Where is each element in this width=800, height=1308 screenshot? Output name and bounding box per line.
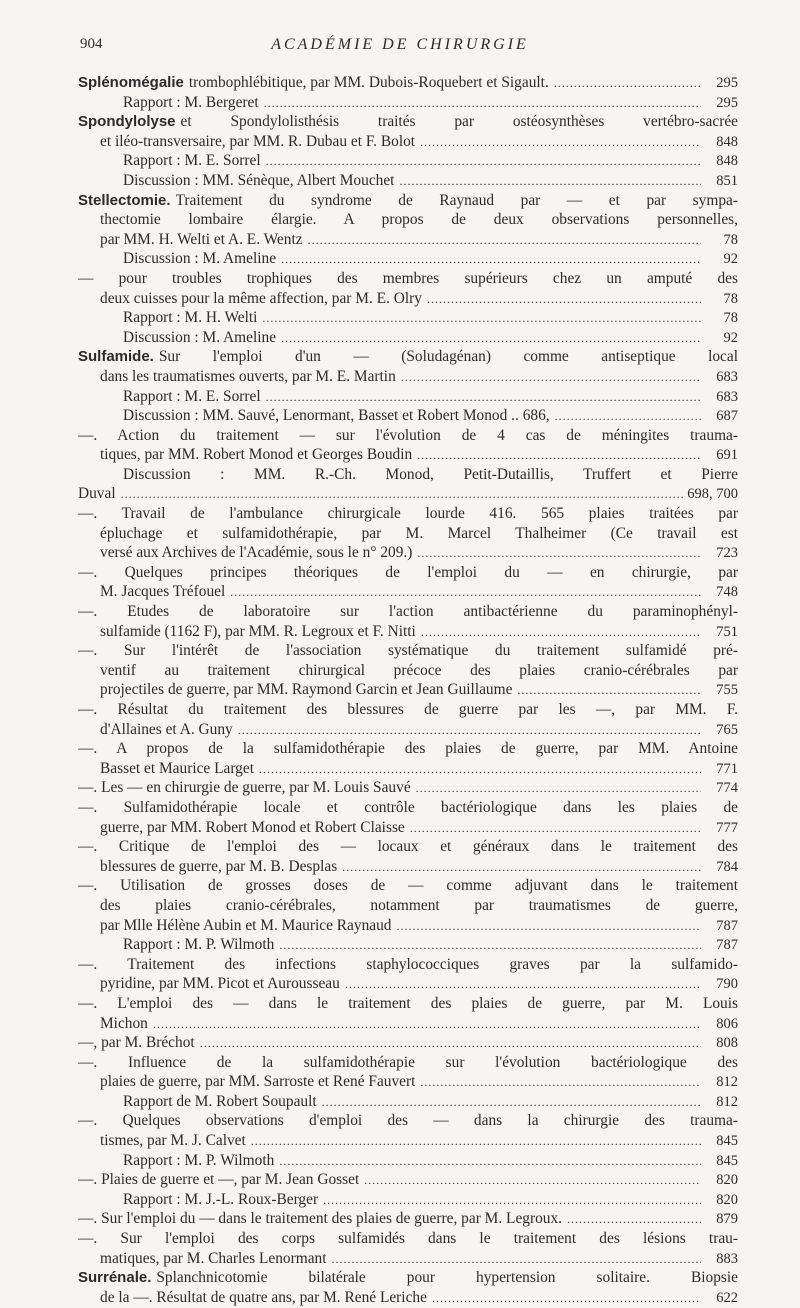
- index-line: [78, 230, 738, 250]
- index-line: [78, 191, 738, 211]
- index-line: [78, 700, 738, 720]
- index-text: M. Jacques Tréfouel: [100, 583, 226, 601]
- index-text: par Mlle Hélène Aubin et M. Maurice Raynaud: [100, 916, 392, 934]
- index-line: [78, 1131, 738, 1151]
- index-text: —. Action du traitement — sur l'évolution de 4 cas de méningites trauma-: [78, 426, 738, 444]
- index-text: Duval: [78, 485, 116, 503]
- index-line: [78, 367, 738, 387]
- index-text: Basset et Maurice Larget: [100, 759, 254, 777]
- index-line: [78, 582, 738, 602]
- index-keyword: Sulfamide.: [78, 348, 154, 366]
- index-line: [78, 759, 738, 779]
- index-text: —. Travail de l'ambulance chirurgicale lourde 416. 565 plaies traitées par: [78, 505, 738, 523]
- index-line: [78, 955, 738, 975]
- page-reference: 698, 700: [687, 486, 738, 503]
- index-line: [78, 896, 738, 916]
- index-text: des plaies cranio-cérébrales, notamment par traumatismes de guerre,: [100, 896, 738, 914]
- dot-leader: [567, 1209, 701, 1230]
- index-text: épluchage et sulfamidothérapie, par M. Marcel Thalheimer (Ce travail est: [100, 524, 738, 542]
- index-text: par MM. H. Welti et A. E. Wentz: [100, 230, 303, 248]
- index-text: guerre, par MM. Robert Monod et Robert Claisse: [100, 818, 405, 836]
- page-reference: 78: [723, 290, 738, 307]
- index-line: [78, 1190, 738, 1210]
- index-text: — pour troubles trophiques des membres supérieurs chez un amputé des: [78, 269, 738, 287]
- index-text: Discussion : M. Ameline: [123, 250, 277, 268]
- dot-leader: [262, 308, 701, 329]
- page-reference: 812: [716, 1074, 738, 1091]
- index-text: pyridine, par MM. Picot et Aurousseau: [100, 975, 340, 993]
- index-text: —, par M. Bréchot: [78, 1034, 195, 1052]
- page-reference: 787: [716, 937, 738, 954]
- index-line: [78, 739, 738, 759]
- index-keyword: Splénomégalie: [78, 74, 184, 91]
- index-line: [78, 1249, 738, 1269]
- index-line: [78, 916, 738, 936]
- index-line: [78, 1170, 738, 1190]
- index-text: —. Critique de l'emploi des — locaux et généraux dans le traitement des: [78, 838, 738, 856]
- index-line: [78, 406, 738, 426]
- index-text: —. Les — en chirurgie de guerre, par M. Louis Sauvé: [78, 779, 411, 797]
- page-reference: 790: [716, 976, 738, 993]
- dot-leader: [266, 387, 701, 408]
- index-text: —. Sulfamidothérapie locale et contrôle bactériologique dans les plaies de: [78, 798, 738, 816]
- index-text: Rapport : M. H. Welti: [123, 309, 258, 327]
- index-line: [78, 465, 738, 485]
- index-line: [78, 1072, 738, 1092]
- dot-leader: [342, 857, 701, 878]
- page-reference: 851: [716, 172, 738, 189]
- index-text: Discussion : MM. Sénèque, Albert Mouchet: [123, 171, 395, 189]
- index-line: [78, 1151, 738, 1171]
- index-text: —. Sur l'emploi des corps sulfamidés dans le traitement des lésions trau-: [78, 1230, 738, 1248]
- page-reference: 723: [716, 545, 738, 562]
- index-text: ventif au traitement chirurgical précoce des plaies cranio-cérébrales par: [100, 661, 738, 679]
- dot-leader: [401, 367, 701, 388]
- index-line: [78, 112, 738, 132]
- dot-leader: [345, 974, 701, 995]
- page-reference: 622: [716, 1289, 738, 1306]
- dot-leader: [264, 93, 701, 114]
- index-line: [78, 269, 738, 289]
- page-number: 904: [80, 36, 103, 52]
- index-line: [78, 151, 738, 171]
- index-text: sulfamide (1162 F), par MM. R. Legroux et F. Nitti: [100, 622, 416, 640]
- dot-leader: [396, 916, 701, 937]
- index-line: [78, 445, 738, 465]
- index-text: projectiles de guerre, par MM. Raymond Garcin et Jean Guillaume: [100, 681, 513, 699]
- index-line: [78, 798, 738, 818]
- index-text: blessures de guerre, par M. B. Desplas: [100, 857, 338, 875]
- index-text: tiques, par MM. Robert Monod et Georges Boudin: [100, 446, 413, 464]
- index-keyword: Stellectomie.: [78, 191, 171, 209]
- index-line: [78, 935, 738, 955]
- index-line: [78, 974, 738, 994]
- dot-leader: [259, 759, 701, 780]
- page-reference: 755: [716, 682, 738, 699]
- page-reference: 774: [716, 780, 738, 797]
- index-text: —. Sur l'emploi du — dans le traitement des plaies de guerre, par M. Legroux.: [78, 1210, 563, 1228]
- dot-leader: [420, 132, 701, 153]
- index-text: dans les traumatismes ouverts, par M. E. Martin: [100, 367, 396, 385]
- dot-leader: [308, 230, 701, 251]
- dot-leader: [322, 1092, 701, 1113]
- index-text: Splanchnicotomie bilatérale pour hypertension solitaire. Biopsie: [156, 1269, 738, 1287]
- index-text: —. Résultat du traitement des blessures de guerre par les —, par MM. F.: [78, 701, 738, 718]
- page-reference: 691: [716, 447, 738, 464]
- index-text: —. A propos de la sulfamidothérapie des plaies de guerre, par MM. Antoine: [78, 740, 738, 758]
- page-reference: 879: [716, 1211, 738, 1228]
- dot-leader: [364, 1170, 701, 1191]
- index-text: —. Quelques observations d'emploi des — dans la chirurgie des trauma-: [78, 1112, 738, 1130]
- page-reference: 787: [716, 917, 738, 934]
- index-line: [78, 994, 738, 1014]
- page-reference: 848: [716, 153, 738, 170]
- index-line: [78, 132, 738, 152]
- dot-leader: [200, 1033, 701, 1054]
- page-reference: 92: [723, 329, 738, 346]
- index-text: plaies de guerre, par MM. Sarroste et René Fauvert: [100, 1073, 416, 1091]
- index-line: [78, 1053, 738, 1073]
- index-line: [78, 1229, 738, 1249]
- index-line: [78, 680, 738, 700]
- index-text: thectomie lombaire élargie. A propos de deux observations personnelles,: [100, 211, 738, 229]
- index-line: [78, 778, 738, 798]
- index-line: [78, 249, 738, 269]
- dot-leader: [281, 328, 701, 349]
- index-text: et iléo-transversaire, par MM. R. Dubau et F. Bolot: [100, 132, 416, 150]
- page-reference: 78: [723, 310, 738, 327]
- index-line: [78, 857, 738, 877]
- page-reference: 784: [716, 858, 738, 875]
- dot-leader: [332, 1249, 701, 1270]
- index-text: Rapport : M. Bergeret: [123, 93, 259, 111]
- dot-leader: [238, 720, 701, 741]
- dot-leader: [517, 680, 701, 701]
- dot-leader: [323, 1190, 701, 1211]
- index-text: et Spondylolisthésis traités par ostéosynthèses vertébro-sacrée: [180, 113, 738, 131]
- index-line: [78, 622, 738, 642]
- dot-leader: [251, 1131, 701, 1152]
- index-text: trombophlébitique, par MM. Dubois-Roquebert et Sigault.: [188, 74, 549, 91]
- dot-leader: [121, 484, 685, 505]
- index-text: —. Quelques principes théoriques de l'emploi du — en chirurgie, par: [78, 563, 738, 581]
- index-line: [78, 818, 738, 838]
- index-text: Sur l'emploi d'un — (Soludagénan) comme antiseptique local: [158, 348, 738, 366]
- index-text: d'Allaines et A. Guny: [100, 720, 233, 738]
- index-line: [78, 1033, 738, 1053]
- page-reference: 295: [716, 75, 738, 91]
- page-reference: 748: [716, 584, 738, 601]
- index-line: [78, 426, 738, 446]
- index-keyword: Surrénale.: [78, 1269, 152, 1287]
- index-line: [78, 171, 738, 191]
- page-reference: 845: [716, 1133, 738, 1150]
- index-text: Traitement du syndrome de Raynaud par — et par sympa-: [175, 191, 738, 209]
- dot-leader: [554, 73, 701, 94]
- index-line: [78, 210, 738, 230]
- index-line: [78, 308, 738, 328]
- index-text: —. Utilisation de grosses doses de — comme adjuvant dans le traitement: [78, 877, 738, 895]
- page-reference: 683: [716, 388, 738, 405]
- page-reference: 883: [716, 1250, 738, 1267]
- dot-leader: [410, 818, 701, 839]
- dot-leader: [555, 406, 701, 427]
- index-keyword: Spondylolyse: [78, 113, 176, 131]
- index-text: Rapport : M. P. Wilmoth: [123, 1151, 275, 1169]
- dot-leader: [421, 622, 701, 643]
- index-text: matiques, par M. Charles Lenormant: [100, 1249, 327, 1267]
- index-text: —. Plaies de guerre et —, par M. Jean Gosset: [78, 1171, 360, 1189]
- dot-leader: [230, 582, 701, 603]
- page-reference: 78: [723, 231, 738, 248]
- index-line: [78, 876, 738, 896]
- page-reference: 765: [716, 721, 738, 738]
- index-text: Michon: [100, 1014, 148, 1032]
- page-reference: 771: [716, 760, 738, 777]
- index-text: Rapport de M. Robert Soupault: [123, 1092, 317, 1110]
- index-line: [78, 328, 738, 348]
- index-text: —. L'emploi des — dans le traitement des plaies de guerre, par M. Louis: [78, 994, 738, 1012]
- index-line: [78, 661, 738, 681]
- index-text: Discussion : MM. Sauvé, Lenormant, Basset et Robert Monod .. 686,: [123, 407, 550, 425]
- index-text: tismes, par M. J. Calvet: [100, 1132, 246, 1150]
- index-text: Rapport : M. P. Wilmoth: [123, 936, 275, 954]
- page-reference: 820: [716, 1191, 738, 1208]
- page-reference: 751: [716, 623, 738, 640]
- dot-leader: [416, 778, 701, 799]
- dot-leader: [420, 1072, 701, 1093]
- running-title: ACADÉMIE DE CHIRURGIE: [271, 36, 529, 53]
- index-line: [78, 387, 738, 407]
- index-entries: [78, 73, 738, 1307]
- index-text: —. Traitement des infections staphylococciques graves par la sulfamido-: [78, 955, 738, 973]
- index-text: deux cuisses pour la même affection, par M. E. Olry: [100, 289, 422, 307]
- page-reference: 812: [716, 1093, 738, 1110]
- index-line: [78, 524, 738, 544]
- index-text: Discussion : MM. R.-Ch. Monod, Petit-Dutaillis, Truffert et Pierre: [123, 465, 738, 483]
- dot-leader: [153, 1014, 701, 1035]
- page-reference: 808: [716, 1035, 738, 1052]
- page-header: [0, 36, 800, 58]
- dot-leader: [279, 1151, 701, 1172]
- dot-leader: [266, 151, 701, 172]
- dot-leader: [399, 171, 701, 192]
- page-reference: 683: [716, 368, 738, 385]
- page-reference: 777: [716, 819, 738, 836]
- index-text: de la —. Résultat de quatre ans, par M. René Leriche: [100, 1288, 427, 1306]
- index-text: —. Sur l'intérêt de l'association systématique du traitement sulfamidé pré-: [78, 642, 738, 660]
- index-text: Rapport : M. E. Sorrel: [123, 387, 261, 405]
- index-line: [78, 1111, 738, 1131]
- index-text: versé aux Archives de l'Académie, sous le n° 209.): [100, 544, 413, 562]
- index-line: [78, 602, 738, 622]
- index-line: [78, 1209, 738, 1229]
- index-line: [78, 289, 738, 309]
- page-reference: 687: [716, 408, 738, 425]
- index-line: [78, 1092, 738, 1112]
- index-line: [78, 73, 738, 93]
- page-reference: 295: [716, 94, 738, 111]
- index-line: [78, 641, 738, 661]
- index-line: [78, 543, 738, 563]
- index-text: Rapport : M. J.-L. Roux-Berger: [123, 1190, 319, 1208]
- index-line: [78, 484, 738, 504]
- dot-leader: [427, 289, 701, 310]
- index-line: [78, 1014, 738, 1034]
- dot-leader: [417, 543, 701, 564]
- index-line: [78, 563, 738, 583]
- index-text: Discussion : M. Ameline: [123, 328, 277, 346]
- index-text: —. Etudes de laboratoire sur l'action antibactérienne du paraminophényl-: [78, 603, 738, 621]
- index-line: [78, 347, 738, 367]
- page-reference: 848: [716, 133, 738, 150]
- page-reference: 92: [723, 251, 738, 268]
- dot-leader: [432, 1288, 701, 1308]
- index-line: [78, 1268, 738, 1288]
- index-line: [78, 1288, 738, 1308]
- dot-leader: [279, 935, 701, 956]
- index-text: Rapport : M. E. Sorrel: [123, 152, 261, 170]
- page-reference: 820: [716, 1172, 738, 1189]
- dot-leader: [417, 445, 701, 466]
- dot-leader: [281, 249, 701, 270]
- page-reference: 806: [716, 1015, 738, 1032]
- index-line: [78, 93, 738, 113]
- index-line: [78, 504, 738, 524]
- index-line: [78, 837, 738, 857]
- index-line: [78, 720, 738, 740]
- page-reference: 845: [716, 1152, 738, 1169]
- index-text: —. Influence de la sulfamidothérapie sur l'évolution bactériologique des: [78, 1053, 738, 1071]
